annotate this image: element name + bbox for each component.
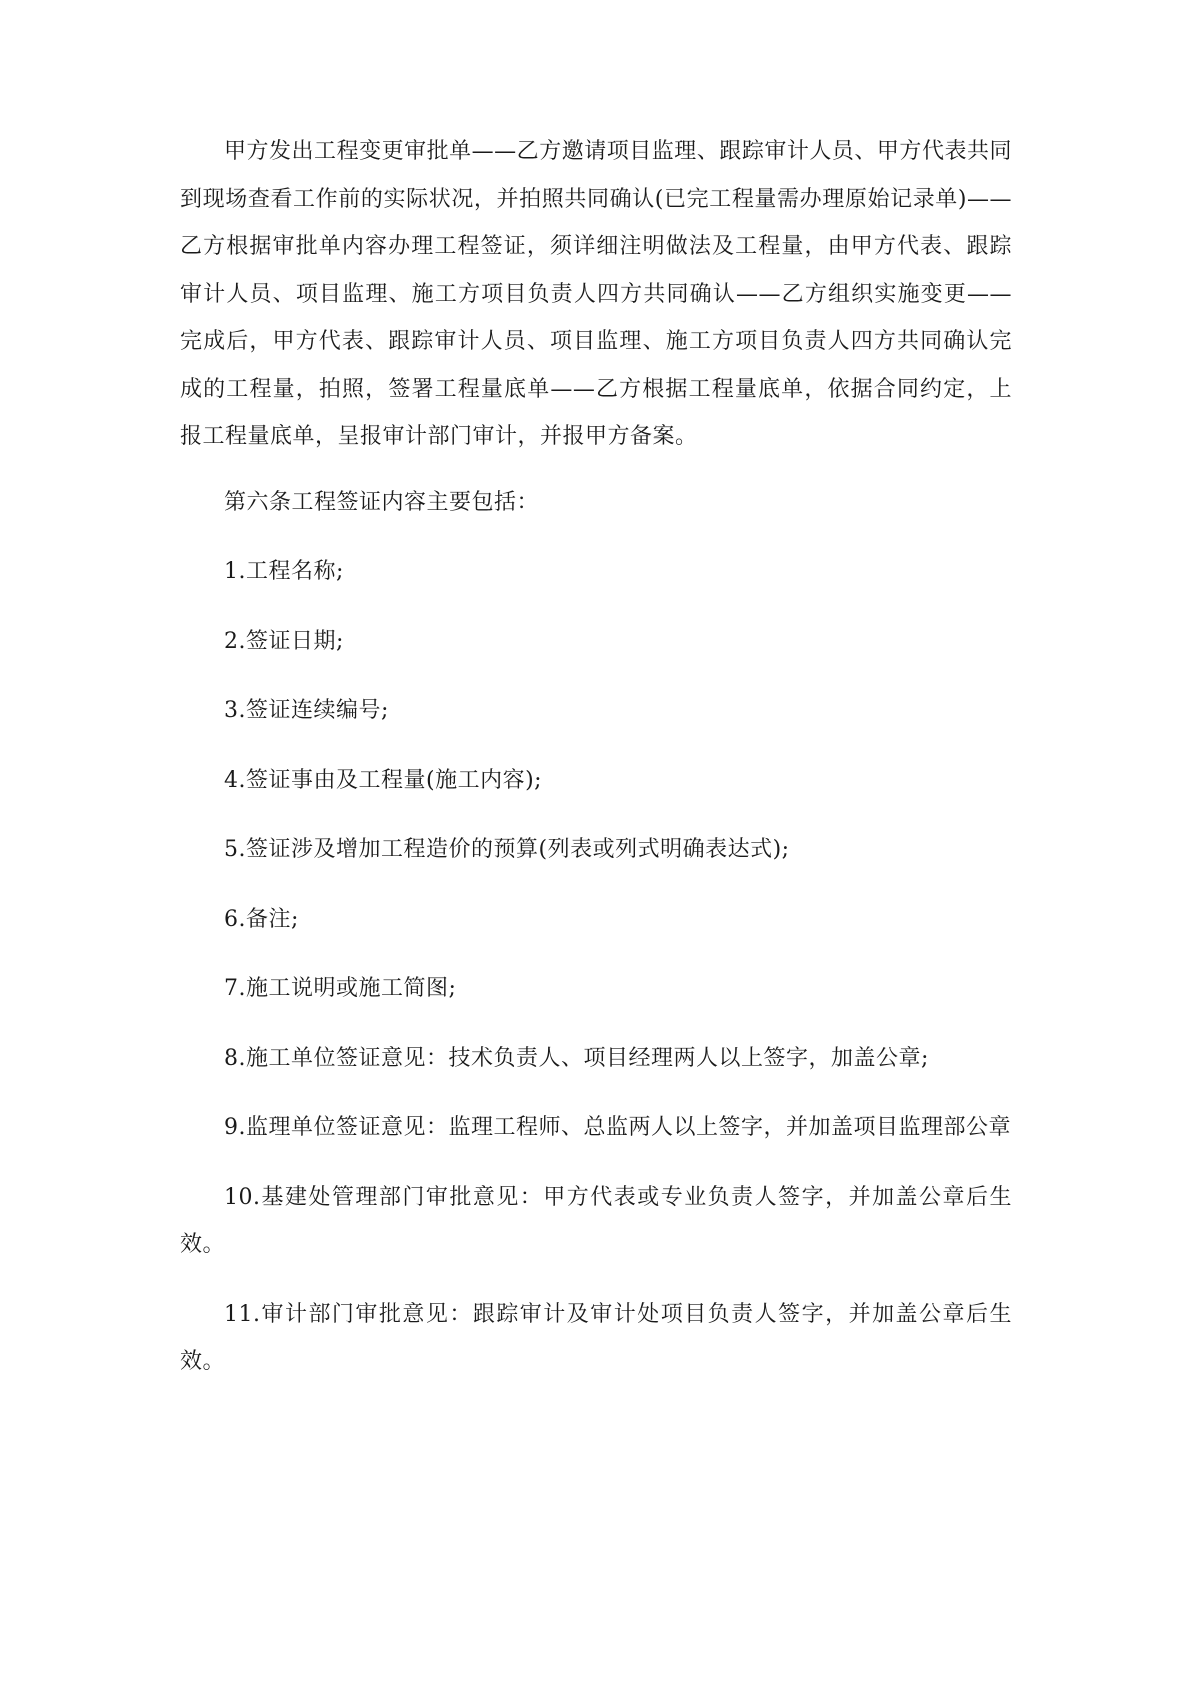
article-heading: 第六条工程签证内容主要包括： <box>224 489 540 515</box>
intro-paragraph: 甲方发出工程变更审批单——乙方邀请项目监理、跟踪审计人员、甲方代表共同到现场查看工作前的实际状况，并拍照共同确认(已完工程量需办理原始记录单)——乙方根据审批单内容办理工程签证，须详细注明做法及工程量，由甲方代表、跟踪审计人员、项目监理、施工方项目负责人四方共同确认——乙方组织实施变更——完成后，甲方代表、跟踪审计人员、项目监理、施工方项目负责人四方共同确认完成的工程量，拍照，签署工程量底单——乙方根据工程量底单，依据合同约定，上报工程量底单，呈报审计部门审计，并报甲方备案。 <box>180 139 1012 449</box>
list-item-6: 6.备注; <box>224 906 299 932</box>
list-item-5: 5.签证涉及增加工程造价的预算(列表或列式明确表达式); <box>224 837 790 862</box>
list-item-1: 1.工程名称; <box>224 559 344 584</box>
list-item-3: 3.签证连续编号; <box>224 698 389 723</box>
list-item-11: 11.审计部门审批意见：跟踪审计及审计处项目负责人签字，并加盖公章后生效。 <box>180 1301 1012 1374</box>
list-item-10: 10.基建处管理部门审批意见：甲方代表或专业负责人签字，并加盖公章后生效。 <box>180 1184 1012 1257</box>
list-item-9: 9.监理单位签证意见：监理工程师、总监两人以上签字，并加盖项目监理部公章 <box>224 1115 1011 1140</box>
document-body <box>180 128 1012 1408</box>
list-item-4: 4.签证事由及工程量(施工内容); <box>224 767 543 793</box>
list-item-8: 8.施工单位签证意见：技术负责人、项目经理两人以上签字，加盖公章; <box>224 1045 929 1071</box>
list-item-2: 2.签证日期; <box>224 628 344 654</box>
list-item-7: 7.施工说明或施工简图; <box>224 976 457 1001</box>
